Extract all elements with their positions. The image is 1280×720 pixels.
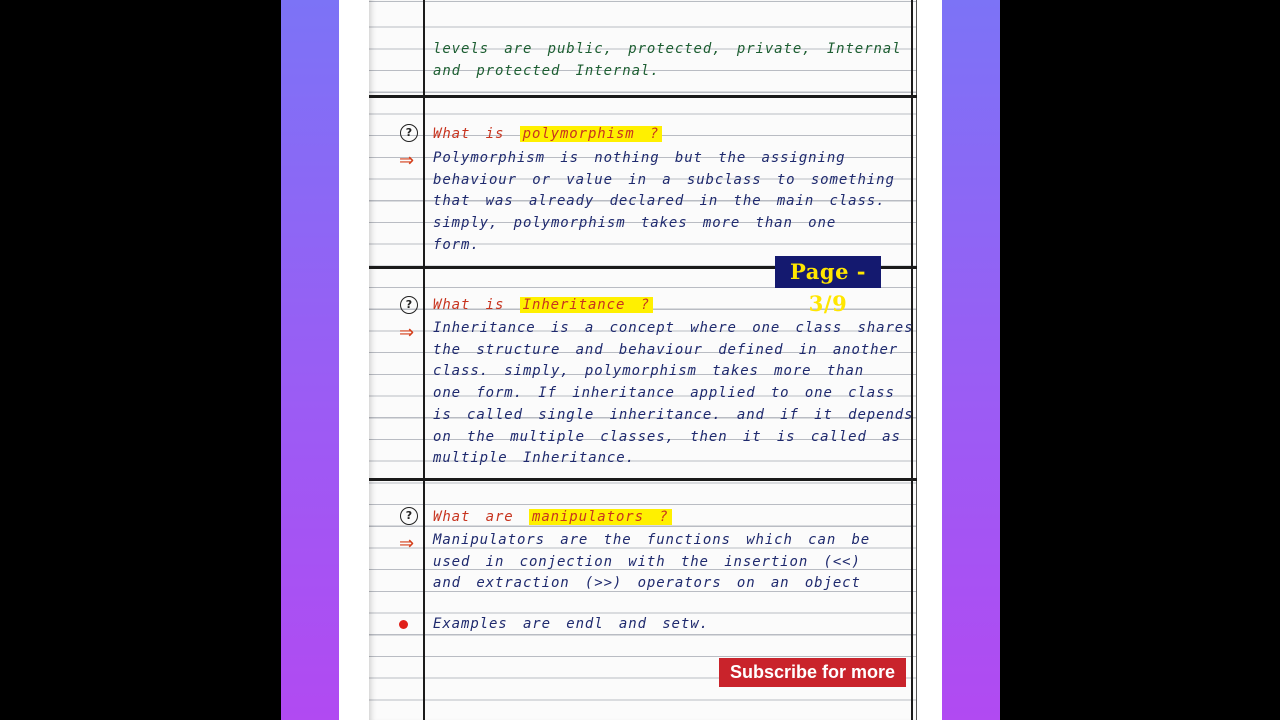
answer-line: class. simply, polymorphism takes more than — [433, 363, 865, 380]
highlighted-term: polymorphism ? — [520, 126, 663, 142]
answer-line: multiple Inheritance. — [433, 450, 635, 467]
right-margin-line-inner — [916, 0, 917, 720]
ruled-notebook-paper — [369, 0, 917, 720]
answer-inheritance — [433, 318, 915, 470]
question-circle-icon: ? — [400, 124, 418, 142]
double-arrow-icon: ⇒ — [399, 150, 415, 171]
question-polymorphism — [433, 124, 915, 146]
left-gradient-band — [281, 0, 339, 720]
bullet-dot-icon — [399, 620, 408, 629]
answer-line: form. — [433, 236, 480, 253]
answer-line: Manipulators are the functions which can be — [433, 532, 871, 548]
answer-line: and extraction (>>) operators on an object — [433, 575, 861, 592]
intro-line: and protected Internal. — [433, 62, 660, 79]
notebook-page-frame — [339, 0, 942, 720]
question-prefix: What is — [433, 297, 505, 313]
question-prefix: What is — [433, 126, 505, 142]
intro-text — [433, 39, 915, 82]
answer-line: behaviour or value in a subclass to something — [433, 171, 895, 188]
question-prefix: What are — [433, 509, 514, 525]
answer-line: simply, polymorphism takes more than one — [433, 215, 837, 232]
answer-line: the structure and behaviour defined in another — [433, 341, 899, 358]
highlighted-term: Inheritance ? — [520, 297, 653, 313]
left-margin-line — [423, 0, 425, 720]
answer-line: that was already declared in the main class. — [433, 193, 886, 210]
answer-line: used in conjection with the insertion (<<) — [433, 553, 861, 570]
answer-line: on the multiple classes, then it is called as — [433, 428, 901, 445]
question-circle-icon: ? — [400, 296, 418, 314]
double-arrow-icon: ⇒ — [399, 322, 415, 343]
double-arrow-icon: ⇒ — [399, 533, 415, 554]
page-number-badge: Page - 3/9 — [775, 256, 881, 288]
answer-manipulators — [433, 530, 915, 595]
question-manipulators — [433, 507, 915, 529]
section-divider — [369, 95, 917, 98]
answer-line: is called single inheritance. and if it depends — [433, 406, 914, 423]
intro-line: levels are public, protected, private, Internal — [433, 41, 902, 57]
answer-line: Inheritance is a concept where one class shares — [433, 320, 914, 336]
examples-text — [433, 614, 915, 636]
answer-line: one form. If inheritance applied to one class — [433, 385, 895, 402]
question-circle-icon: ? — [400, 507, 418, 525]
highlighted-term: manipulators ? — [529, 509, 672, 525]
right-gradient-band — [942, 0, 1000, 720]
section-divider — [369, 478, 917, 481]
subscribe-banner[interactable]: Subscribe for more — [719, 658, 906, 687]
answer-polymorphism — [433, 148, 915, 257]
example-line: Examples are endl and setw. — [433, 616, 709, 632]
answer-line: Polymorphism is nothing but the assigning — [433, 150, 846, 166]
